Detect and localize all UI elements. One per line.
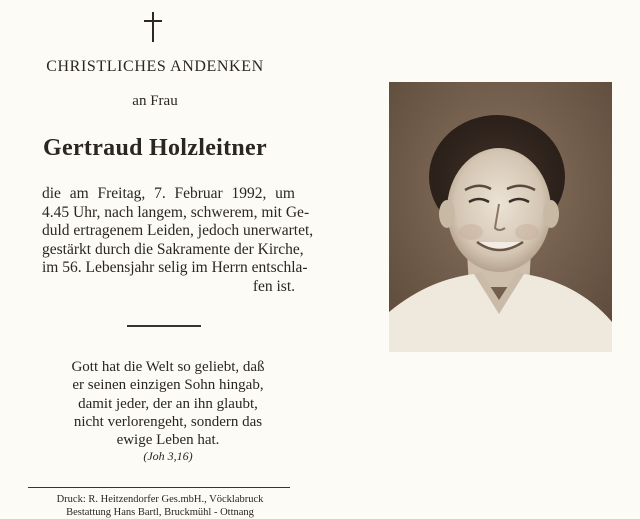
death-notice-line: die am Freitag, 7. Februar 1992, um (42, 185, 295, 202)
verse-line: er seinen einzigen Sohn hingab, (72, 377, 264, 394)
death-notice (42, 185, 314, 297)
salutation: an Frau (132, 93, 178, 109)
verse-reference: (Joh 3,16) (143, 449, 193, 463)
card-text-panel (10, 0, 314, 519)
verse-line: nicht verlorengeht, sondern das (73, 413, 263, 430)
verse-line: ewige Leben hat. (116, 432, 220, 449)
footer-divider (28, 487, 290, 488)
deceased-name: Gertraud Holzleitner (43, 135, 267, 161)
verse-line: Gott hat die Welt so geliebt, daß (71, 359, 265, 375)
funeral-home-credit: Bestattung Hans Bartl, Bruckmühl - Ottnang (66, 507, 254, 518)
memorial-heading: CHRISTLICHES ANDENKEN (46, 58, 264, 75)
death-notice-line: fen ist. (252, 277, 295, 295)
cross-icon (141, 12, 165, 44)
section-divider (127, 325, 201, 327)
bible-verse (38, 358, 298, 449)
verse-line: damit jeder, der an ihn glaubt, (78, 395, 258, 412)
printer-credit: Druck: R. Heitzendorfer Ges.mbH., Vöcklabruck (56, 494, 264, 505)
portrait-image (389, 82, 612, 352)
death-notice-line: gestärkt durch die Sakramente der Kirche, (42, 240, 304, 258)
portrait-photo (389, 82, 612, 352)
death-notice-line: duld ertragenem Leiden, jedoch unerwartet, (42, 222, 314, 240)
death-notice-line: 4.45 Uhr, nach langem, schwerem, mit Ge- (42, 203, 310, 221)
death-notice-line: im 56. Lebensjahr selig im Herrn entschla- (42, 259, 308, 277)
